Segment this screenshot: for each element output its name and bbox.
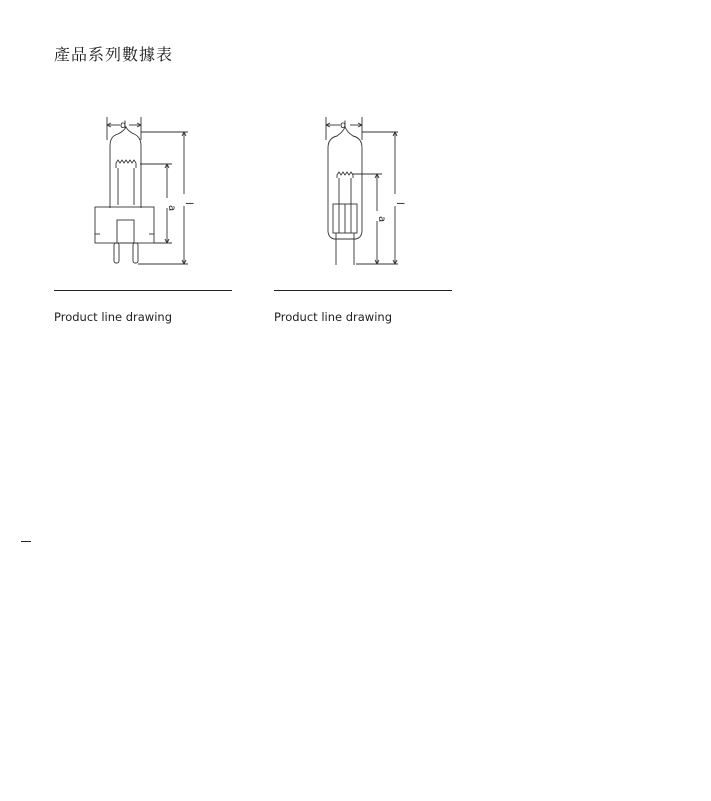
dimension-l-label: l (183, 202, 194, 205)
caption-divider (274, 290, 452, 291)
figure-caption: Product line drawing (54, 310, 172, 324)
figure-caption: Product line drawing (274, 310, 392, 324)
lamp-drawing-capsule (274, 110, 452, 280)
dimension-d-label: d (340, 120, 347, 131)
dimension-d-label: d (120, 120, 127, 131)
dimension-a-label: a (376, 216, 387, 223)
margin-tick-mark (21, 541, 31, 542)
page-title: 產品系列數據表 (54, 45, 174, 64)
dimension-l-label: l (394, 202, 405, 205)
lamp-drawing-with-base (54, 110, 232, 280)
caption-divider (54, 290, 232, 291)
dimension-a-label: a (166, 205, 177, 212)
